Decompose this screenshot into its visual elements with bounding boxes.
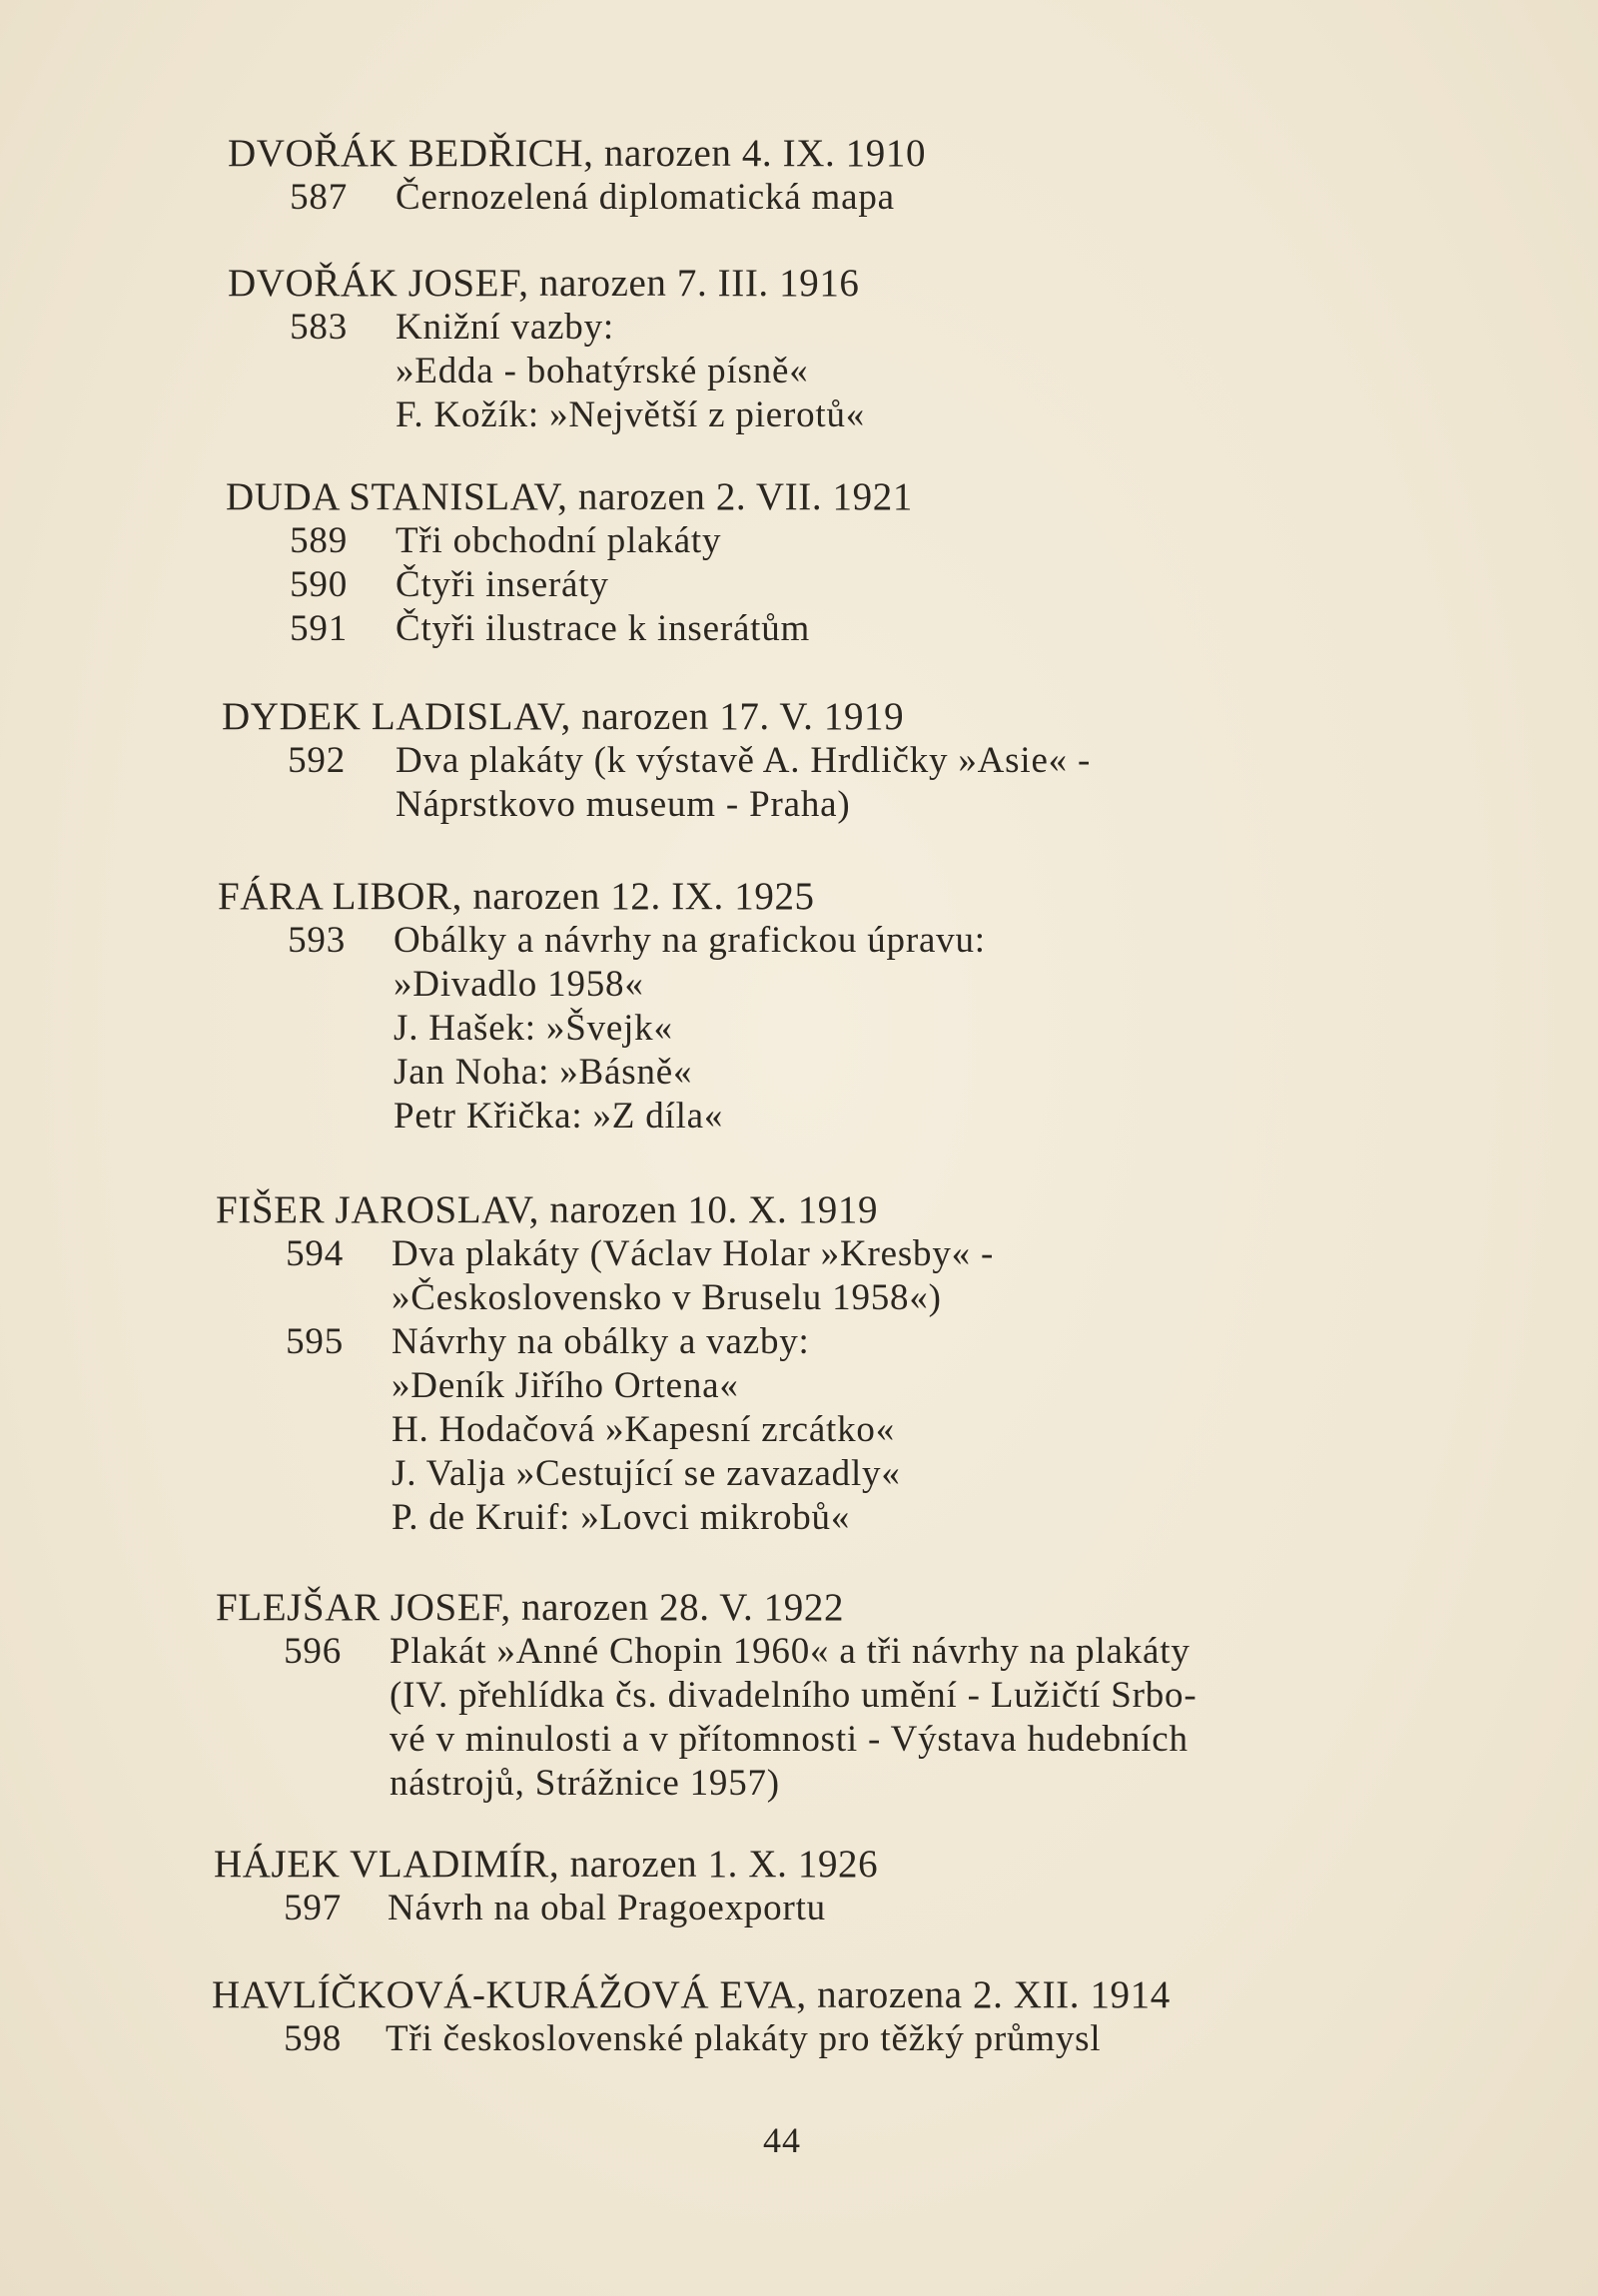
work-line: Náprstkovo museum - Praha) [396,784,851,825]
work-item [0,919,1598,1139]
entry-havlickova-kurazova-eva [0,1973,1598,2061]
artist-heading: DVOŘÁK BEDŘICH, narozen 4. IX. 1910 [228,132,927,175]
work-line: Tři československé plakáty pro těžký průmysl [386,2018,1102,2059]
page-number-label: 44 [763,2120,801,2160]
work-line: Plakát »Anné Chopin 1960« a tři návrhy na plakáty [390,1631,1191,1672]
work-line: »Edda - bohatýrské písně« [396,351,809,391]
work-number: 598 [284,2018,342,2059]
work-item [0,607,1598,651]
work-line: (IV. přehlídka čs. divadelního umění - Lužičtí Srbo- [390,1675,1198,1716]
work-number: 595 [286,1321,344,1362]
work-line: Obálky a návrhy na grafickou úpravu: [394,920,986,961]
work-line: Dva plakáty (k výstavě A. Hrdličky »Asie« - [396,740,1092,781]
work-number: 587 [290,177,348,218]
work-item [0,176,1598,220]
work-item [0,519,1598,563]
artist-heading: DVOŘÁK JOSEF, narozen 7. III. 1916 [228,262,860,305]
work-item [0,306,1598,437]
work-line: »Divadlo 1958« [394,964,644,1005]
artist-heading: FLEJŠAR JOSEF, narozen 28. V. 1922 [216,1586,845,1629]
artist-heading: HÁJEK VLADIMÍR, narozen 1. X. 1926 [214,1843,879,1886]
work-line: Návrh na obal Pragoexportu [388,1888,826,1928]
entry-hajek-vladimir [0,1843,1598,1930]
work-line: Čtyři inseráty [396,564,609,605]
work-number: 594 [286,1233,344,1274]
work-line: Knižní vazby: [396,307,614,348]
work-number: 590 [290,564,348,605]
work-line: P. de Kruif: »Lovci mikrobů« [392,1497,851,1538]
work-line: Čtyři ilustrace k inserátům [396,608,811,649]
entry-dydek-ladislav [0,695,1598,827]
entry-dvorak-josef [0,262,1598,437]
work-number: 592 [288,740,346,781]
artist-heading: DYDEK LADISLAV, narozen 17. V. 1919 [222,695,905,738]
work-item [0,739,1598,827]
work-line: Tři obchodní plakáty [396,520,722,561]
entry-fiser-jaroslav [0,1188,1598,1540]
work-line: »Deník Jiřího Ortena« [392,1365,739,1406]
work-line: Černozelená diplomatická mapa [396,177,895,218]
work-line: H. Hodačová »Kapesní zrcátko« [392,1409,896,1450]
work-number: 593 [288,920,346,961]
work-item [0,1320,1598,1540]
work-line: J. Hašek: »Švejk« [394,1008,673,1049]
work-number: 583 [290,307,348,348]
artist-heading: FIŠER JAROSLAV, narozen 10. X. 1919 [216,1188,879,1231]
work-line: Dva plakáty (Václav Holar »Kresby« - [392,1233,995,1274]
work-number: 589 [290,520,348,561]
work-item [0,2017,1598,2061]
artist-heading: FÁRA LIBOR, narozen 12. IX. 1925 [218,875,815,918]
work-line: nástrojů, Strážnice 1957) [390,1763,780,1804]
entry-flejsar-josef [0,1586,1598,1806]
artist-heading: DUDA STANISLAV, narozen 2. VII. 1921 [226,475,913,518]
work-item [0,1630,1598,1806]
work-item [0,1887,1598,1930]
work-line: F. Kožík: »Největší z pierotů« [396,394,866,435]
work-line: J. Valja »Cestující se zavazadly« [392,1453,901,1494]
work-line: Návrhy na obálky a vazby: [392,1321,810,1362]
artist-heading: HAVLÍČKOVÁ-KURÁŽOVÁ EVA, narozena 2. XII. 1914 [212,1973,1171,2016]
work-item [0,1232,1598,1320]
work-line: »Československo v Bruselu 1958«) [392,1277,942,1318]
work-line: Jan Noha: »Básně« [394,1052,693,1093]
entry-fara-libor [0,875,1598,1139]
entry-duda-stanislav [0,475,1598,651]
work-line: vé v minulosti a v přítomnosti - Výstava hudebních [390,1719,1189,1760]
work-number: 596 [284,1631,342,1672]
work-line: Petr Křička: »Z díla« [394,1096,724,1137]
work-number: 597 [284,1888,342,1928]
entry-dvorak-bedrich [0,132,1598,220]
work-number: 591 [290,608,348,649]
work-item [0,563,1598,607]
